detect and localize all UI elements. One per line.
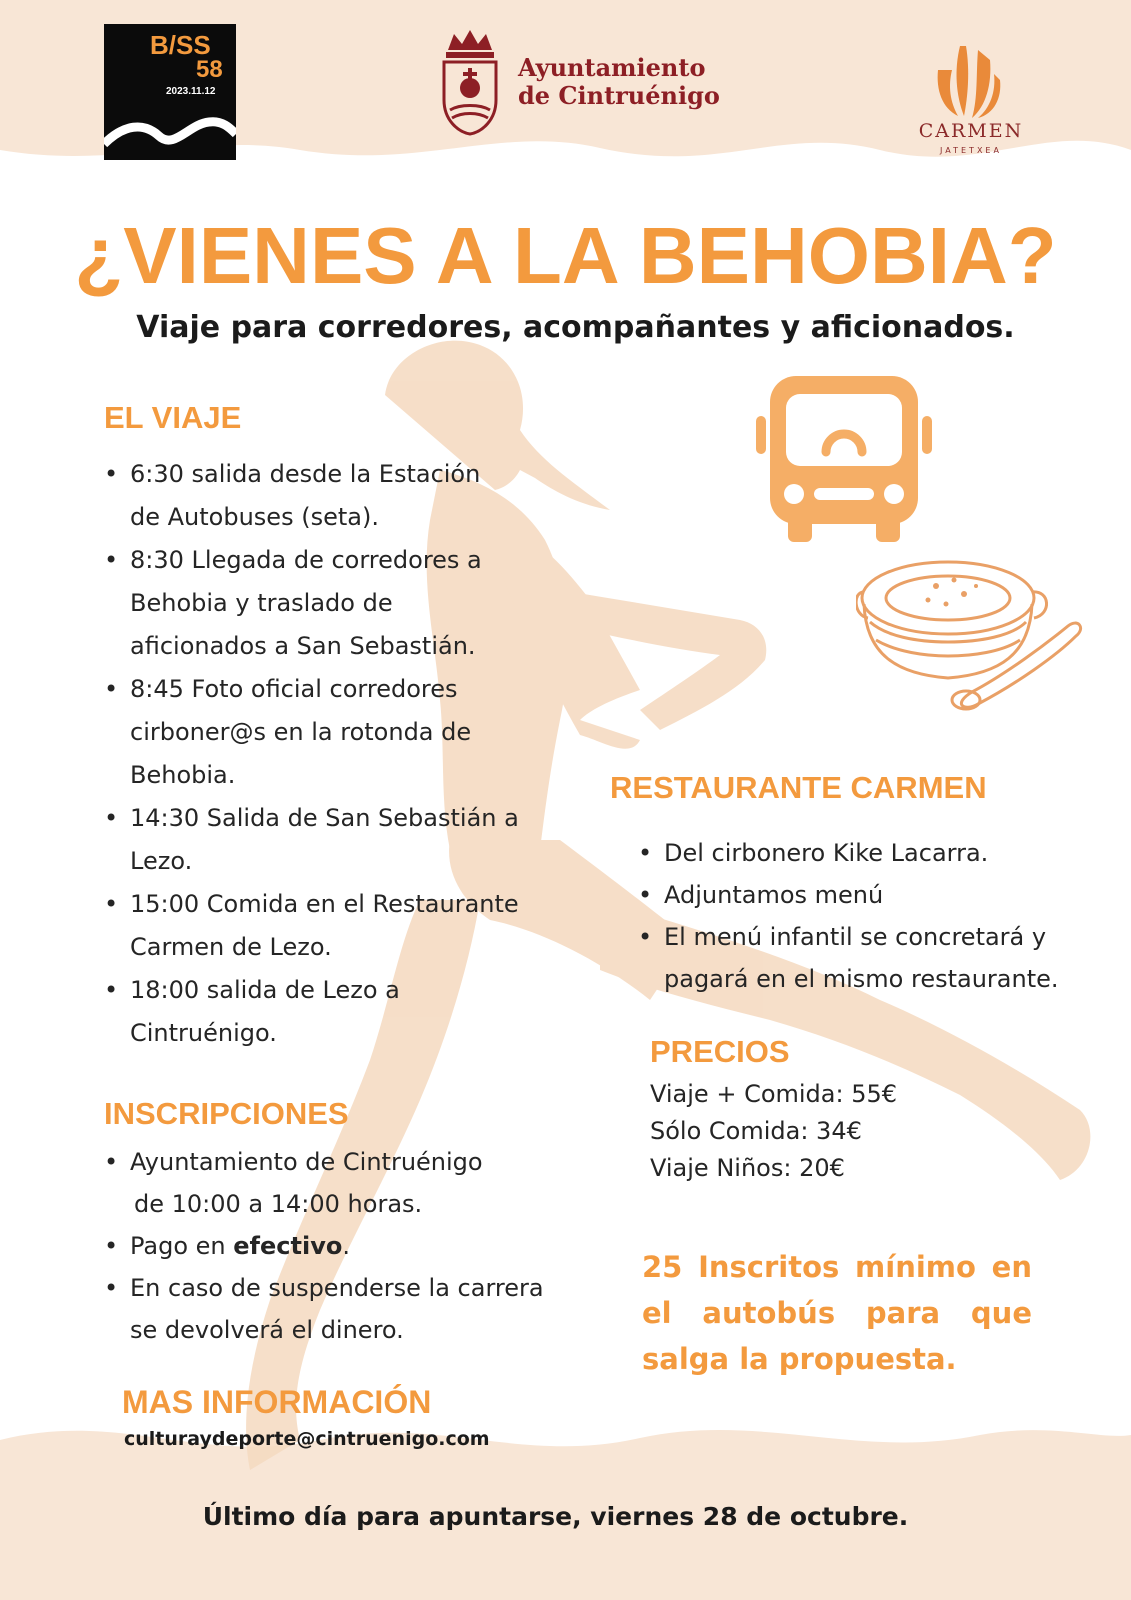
carmen-logo-name: CARMEN xyxy=(918,120,1024,142)
minimum-notice-line2: el autobús para que xyxy=(642,1296,1032,1330)
minimum-notice xyxy=(642,1244,1032,1382)
mas-info-heading: MAS INFORMACIÓN xyxy=(122,1384,432,1420)
list-item: • 8:45 Foto oficial corredores cirboner@s en la rotonda de Behobia. xyxy=(102,668,582,797)
bss-logo-date: 2023.11.12 xyxy=(166,86,216,97)
restaurante-list xyxy=(636,832,1096,1000)
page-title: ¿VIENES A LA BEHOBIA? xyxy=(74,211,1057,300)
ayuntamiento-logo-line1: Ayuntamiento xyxy=(518,53,706,82)
restaurante-heading: RESTAURANTE CARMEN xyxy=(610,770,987,805)
bss-wave-icon xyxy=(104,104,236,160)
list-item: • Adjuntamos menú xyxy=(636,874,1096,916)
precios-list xyxy=(650,1076,897,1187)
carmen-logo-icon xyxy=(928,40,1004,120)
price-line-solo-comida: Sólo Comida: 34€ xyxy=(650,1117,862,1145)
inscripciones-heading: INSCRIPCIONES xyxy=(104,1096,349,1131)
ayuntamiento-logo-line2: de Cintruénigo xyxy=(518,81,720,110)
price-line-viaje-ninos: Viaje Niños: 20€ xyxy=(650,1154,845,1182)
inscripciones-list xyxy=(102,1141,582,1351)
page-subtitle: Viaje para corredores, acompañantes y aficionados. xyxy=(136,310,1015,345)
soup-bowl-icon xyxy=(856,544,1088,724)
bss-logo xyxy=(104,24,236,160)
carmen-logo-sub: JATETXEA xyxy=(940,146,1002,155)
list-item: • En caso de suspenderse la carrera se devolverá el dinero. xyxy=(102,1267,582,1351)
list-item: • 8:30 Llegada de corredores a Behobia y traslado de aficionados a San Sebastián. xyxy=(102,539,582,668)
list-item: • 6:30 salida desde la Estación de Autobuses (seta). xyxy=(102,453,582,539)
price-line-viaje-comida: Viaje + Comida: 55€ xyxy=(650,1080,898,1108)
list-item: • 15:00 Comida en el Restaurante Carmen de Lezo. xyxy=(102,883,582,969)
precios-heading: PRECIOS xyxy=(650,1034,790,1069)
bus-icon xyxy=(752,376,936,546)
minimum-notice-line3: salga la propuesta. xyxy=(642,1342,957,1376)
bss-logo-text: B/SS xyxy=(150,30,211,60)
list-item: • El menú infantil se concretará y pagará en el mismo restaurante. xyxy=(636,916,1096,1000)
list-item: • 18:00 salida de Lezo a Cintruénigo. xyxy=(102,969,582,1055)
list-item: • Pago en efectivo. xyxy=(102,1225,582,1267)
list-item: • Ayuntamiento de Cintruénigo de 10:00 a 14:00 horas. xyxy=(102,1141,582,1225)
viaje-heading: EL VIAJE xyxy=(104,400,242,435)
coat-of-arms-icon xyxy=(440,28,500,136)
minimum-notice-line1: 25 Inscritos mínimo en xyxy=(642,1250,1032,1284)
footer-deadline: Último día para apuntarse, viernes 28 de octubre. xyxy=(202,1502,909,1531)
viaje-list xyxy=(102,453,582,1055)
list-item: • Del cirbonero Kike Lacarra. xyxy=(636,832,1096,874)
bss-logo-number: 58 xyxy=(196,56,223,83)
contact-email[interactable]: culturaydeporte@cintruenigo.com xyxy=(124,1428,490,1450)
list-item: • 14:30 Salida de San Sebastián a Lezo. xyxy=(102,797,582,883)
